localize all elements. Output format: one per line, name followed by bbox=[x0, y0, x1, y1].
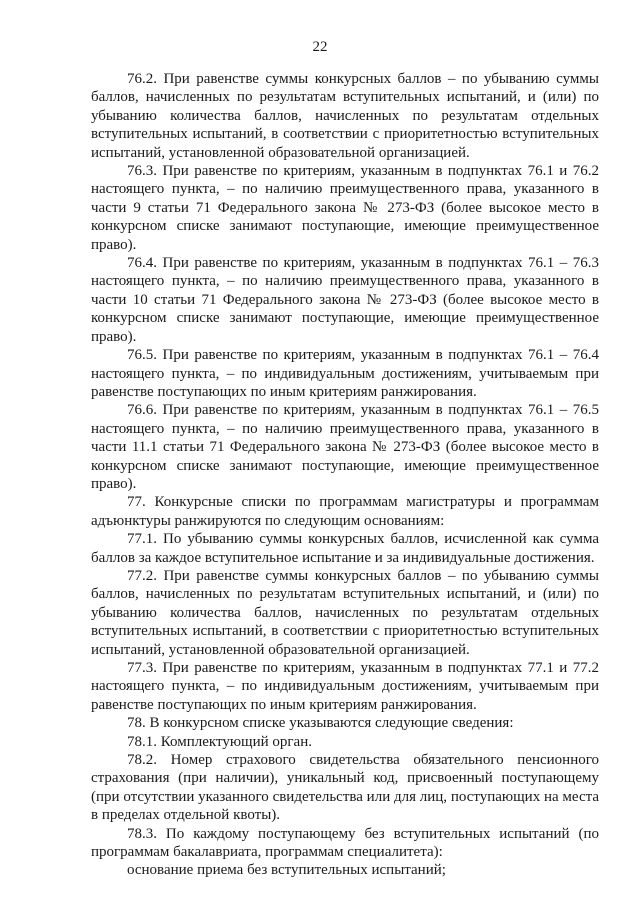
paragraph-77-2: 77.2. При равенстве суммы конкурсных баллов – по убыванию суммы баллов, начисленных по результатам вступительных испытаний, и (или) по убыванию количества баллов, начисленных по результатам отдельных вступительных испытаний, в соответствии с приоритетностью вступительных испытаний, установленной образовательной организацией. bbox=[91, 567, 599, 658]
paragraph-76-3: 76.3. При равенстве по критериям, указанным в подпунктах 76.1 и 76.2 настоящего пункта, – по наличию преимущественного права, указанного в части 9 статьи 71 Федерального закона № 273-ФЗ (более высокое место в конкурсном списке занимают поступающие, имеющие преимущественное право). bbox=[91, 163, 599, 253]
paragraph-78-3: 78.3. По каждому поступающему без вступительных испытаний (по программам бакалавриата, программам специалитета): bbox=[91, 825, 599, 861]
paragraph-76-6: 76.6. При равенстве по критериям, указанным в подпунктах 76.1 – 76.5 настоящего пункта, – по наличию преимущественного права, указанного в части 11.1 статьи 71 Федерального закона № 273-ФЗ (более высокое место в конкурсном списке занимают поступающие, имеющие преимущественное право). bbox=[91, 402, 599, 492]
paragraph-76-4: 76.4. При равенстве по критериям, указанным в подпунктах 76.1 – 76.3 настоящего пункта, – по наличию преимущественного права, указанного в части 10 статьи 71 Федерального закона № 273-ФЗ (более высокое место в конкурсном списке занимают поступающие, имеющие преимущественное право). bbox=[91, 255, 599, 345]
paragraph-78-2: 78.2. Номер страхового свидетельства обязательного пенсионного страхования (при наличии), уникальный код, присвоенный поступающему (при отсутствии указанного свидетельства или для лиц, поступающих на места в пределах отдельной квоты). bbox=[91, 752, 599, 824]
paragraph-76-2: 76.2. При равенстве суммы конкурсных баллов – по убыванию суммы баллов, начисленных по результатам вступительных испытаний, и (или) по убыванию количества баллов, начисленных по результатам отдельных вступительных испытаний, в соответствии с приоритетностью вступительных испытаний, установленной образовательной организацией. bbox=[91, 71, 599, 161]
paragraph-77-3: 77.3. При равенстве по критериям, указанным в подпунктах 77.1 и 77.2 настоящего пункта, – по индивидуальным достижениям, учитываемым при равенстве поступающих по иным критериям ранжирования. bbox=[91, 660, 599, 713]
page-number: 22 bbox=[312, 39, 328, 55]
paragraph-77: 77. Конкурсные списки по программам магистратуры и программам адъюнктуры ранжируются по следующим основаниям: bbox=[91, 494, 599, 529]
paragraph-76-5: 76.5. При равенстве по критериям, указанным в подпунктах 76.1 – 76.4 настоящего пункта, – по индивидуальным достижениям, учитываемым при равенстве поступающих по иным критериям ранжирования. bbox=[91, 347, 599, 400]
document-body bbox=[91, 70, 599, 880]
paragraph-78: 78. В конкурсном списке указываются следующие сведения: bbox=[127, 715, 514, 732]
paragraph-78-3-item: основание приема без вступительных испытаний; bbox=[127, 862, 446, 879]
paragraph-77-1: 77.1. По убыванию суммы конкурсных баллов, исчисленной как сумма баллов за каждое вступительное испытание и за индивидуальные достижения. bbox=[91, 531, 599, 566]
paragraph-78-1: 78.1. Комплектующий орган. bbox=[127, 733, 312, 750]
